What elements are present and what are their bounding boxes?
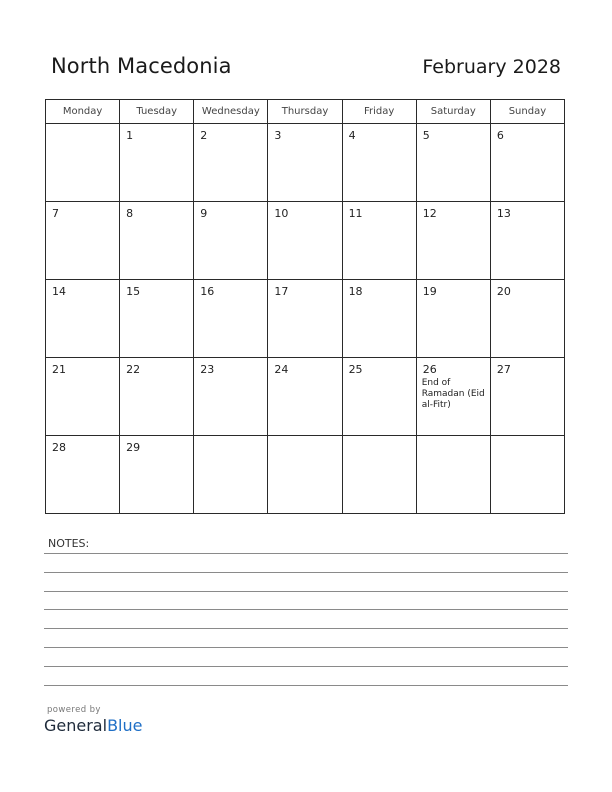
month-title: February 2028 [422,56,561,78]
day-cell [490,358,564,436]
day-number: 28 [52,441,66,454]
day-cell [490,124,564,202]
weekday-header-saturday: Saturday [416,100,490,124]
day-number: 1 [126,129,134,142]
notes-line [44,609,568,610]
day-number: 5 [422,129,430,142]
day-cell [268,202,342,280]
day-cell [268,280,342,358]
day-number: 29 [126,441,141,454]
day-cell [490,280,564,358]
day-number: 20 [496,285,511,298]
country-title: North Macedonia [51,54,232,78]
day-cell [46,280,120,358]
weekday-header-thursday: Thursday [268,100,342,124]
calendar-grid [45,99,565,514]
day-number: 3 [274,129,282,142]
day-number: 16 [200,285,215,298]
day-number: 15 [126,285,141,298]
notes-line [44,666,568,667]
day-cell [416,436,490,514]
day-number: 14 [52,285,66,298]
day-number: 8 [126,207,134,220]
day-number: 23 [200,363,215,376]
day-cell [490,436,564,514]
day-cell [268,358,342,436]
day-cell [120,202,194,280]
day-number: 10 [274,207,289,220]
day-number: 22 [126,363,141,376]
day-cell [268,124,342,202]
week-row [46,124,565,202]
weekday-header-monday: Monday [46,100,120,124]
day-number: 27 [496,363,511,376]
week-row [46,436,565,514]
day-number: 25 [348,363,363,376]
day-cell [416,124,490,202]
powered-by-text: powered by [47,705,101,715]
day-number: 24 [274,363,289,376]
weekday-header-tuesday: Tuesday [120,100,194,124]
day-cell [46,436,120,514]
day-cell [194,202,268,280]
weekday-header-row [46,100,565,124]
generalblue-logo [44,716,142,735]
day-number: 12 [422,207,437,220]
day-number: 26 [422,363,437,376]
day-cell [194,124,268,202]
notes-line [44,628,568,629]
day-number: 11 [348,207,363,220]
day-cell [268,436,342,514]
day-cell [342,202,416,280]
notes-line [44,591,568,592]
day-number: 18 [348,285,363,298]
day-number: 2 [200,129,208,142]
notes-line [44,685,568,686]
day-cell [342,280,416,358]
day-cell [194,280,268,358]
day-cell [342,124,416,202]
day-number: 17 [274,285,289,298]
week-row [46,358,565,436]
day-number: 9 [200,207,208,220]
weekday-header-sunday: Sunday [490,100,564,124]
weekday-header-wednesday: Wednesday [194,100,268,124]
logo-general: General [44,716,108,735]
day-cell [46,358,120,436]
day-cell [416,358,490,436]
day-number: 7 [52,207,59,220]
weekday-header-friday: Friday [342,100,416,124]
day-number: 19 [422,285,437,298]
holiday-label: End of Ramadan (Eid al-Fitr) [421,378,485,410]
day-number: 21 [52,363,66,376]
day-cell [120,280,194,358]
notes-line [44,572,568,573]
notes-line [44,647,568,648]
day-number: 6 [496,129,504,142]
day-cell [194,358,268,436]
logo-blue: Blue [107,716,143,735]
day-cell [490,202,564,280]
day-cell [120,124,194,202]
day-number: 13 [496,207,511,220]
day-cell [416,202,490,280]
day-cell [120,358,194,436]
notes-line [44,553,568,554]
day-cell [120,436,194,514]
notes-label: NOTES: [48,537,90,550]
day-cell [342,358,416,436]
day-cell [416,280,490,358]
week-row [46,202,565,280]
week-row [46,280,565,358]
day-cell [194,436,268,514]
day-cell [46,124,120,202]
day-cell [46,202,120,280]
day-cell [342,436,416,514]
day-number: 4 [348,129,356,142]
